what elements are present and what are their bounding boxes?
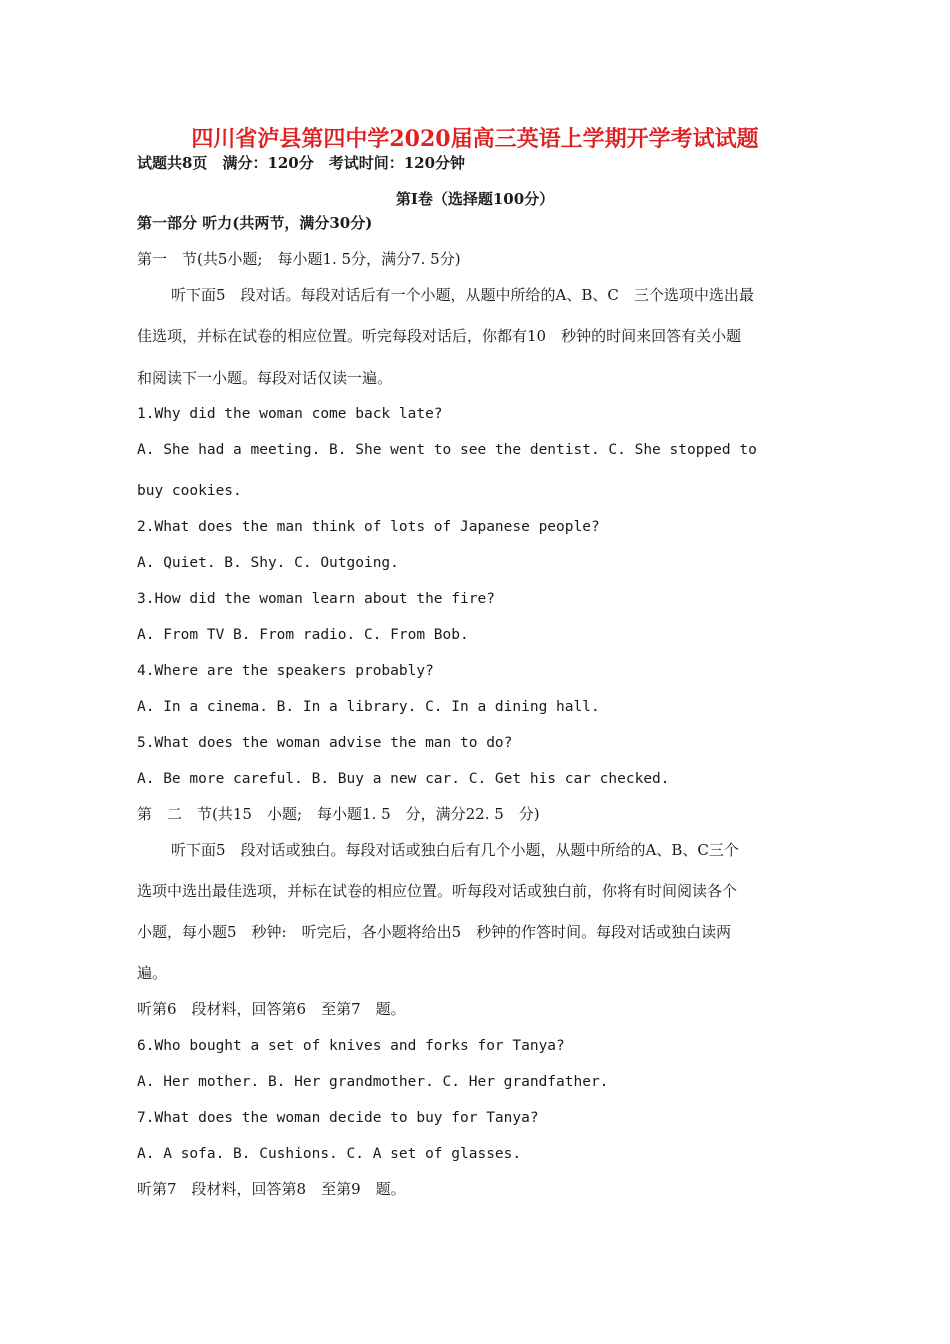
question-1-options-continued: buy cookies. — [137, 483, 242, 499]
section1-instruction-line: 听下面5 段对话。每段对话后有一个小题，从题中所给的A、B、C 三个选项中选出最 — [171, 286, 754, 304]
question-1-options: A. She had a meeting. B. She went to see the dentist. C. She stopped to — [137, 442, 757, 458]
part1-header: 第一部分 听力(共两节，满分30分) — [137, 214, 373, 232]
question-4-options: A. In a cinema. B. In a library. C. In a dining hall. — [137, 699, 600, 715]
section1-instruction-line: 和阅读下一小题。每段对话仅读一遍。 — [137, 369, 393, 387]
section1-instruction-line: 佳选项，并标在试卷的相应位置。听完每段对话后，你都有10 秒钟的时间来回答有关小题 — [137, 327, 742, 345]
section2-instruction-line: 听下面5 段对话或独白。每段对话或独白后有几个小题，从题中所给的A、B、C三个 — [171, 841, 739, 859]
question-3-options: A. From TV B. From radio. C. From Bob. — [137, 627, 469, 643]
question-3: 3.How did the woman learn about the fire? — [137, 591, 495, 607]
question-2: 2.What does the man think of lots of Japanese people? — [137, 519, 600, 535]
question-5-options: A. Be more careful. B. Buy a new car. C. Get his car checked. — [137, 771, 670, 787]
question-1: 1.Why did the woman come back late? — [137, 406, 443, 422]
section2-instruction-line: 选项中选出最佳选项，并标在试卷的相应位置。听每段对话或独白前，你将有时间阅读各个 — [137, 882, 738, 900]
material-7-header: 听第7 段材料，回答第8 至第9 题。 — [137, 1180, 406, 1198]
section1-header: 第一 节(共5小题; 每小题1. 5分，满分7. 5分) — [137, 250, 461, 268]
section2-header: 第 二 节(共15 小题; 每小题1. 5 分，满分22. 5 分) — [137, 805, 540, 823]
question-7-options: A. A sofa. B. Cushions. C. A set of glasses. — [137, 1146, 522, 1162]
volume-header: 第Ⅰ卷（选择题100分） — [395, 190, 555, 208]
document-title: 四川省泸县第四中学2020届高三英语上学期开学考试试题 — [191, 126, 759, 152]
question-6: 6.Who bought a set of knives and forks for Tanya? — [137, 1038, 565, 1054]
exam-info: 试题共8页 满分：120分 考试时间：120分钟 — [137, 154, 466, 172]
section2-instruction-line: 小题，每小题5 秒钟: 听完后，各小题将给出5 秒钟的作答时间。每段对话或独白读两 — [137, 923, 732, 941]
question-6-options: A. Her mother. B. Her grandmother. C. Her grandfather. — [137, 1074, 609, 1090]
question-4: 4.Where are the speakers probably? — [137, 663, 434, 679]
question-7: 7.What does the woman decide to buy for Tanya? — [137, 1110, 539, 1126]
material-6-header: 听第6 段材料，回答第6 至第7 题。 — [137, 1000, 406, 1018]
question-2-options: A. Quiet. B. Shy. C. Outgoing. — [137, 555, 399, 571]
question-5: 5.What does the woman advise the man to do? — [137, 735, 513, 751]
section2-instruction-line: 遍。 — [137, 964, 168, 982]
